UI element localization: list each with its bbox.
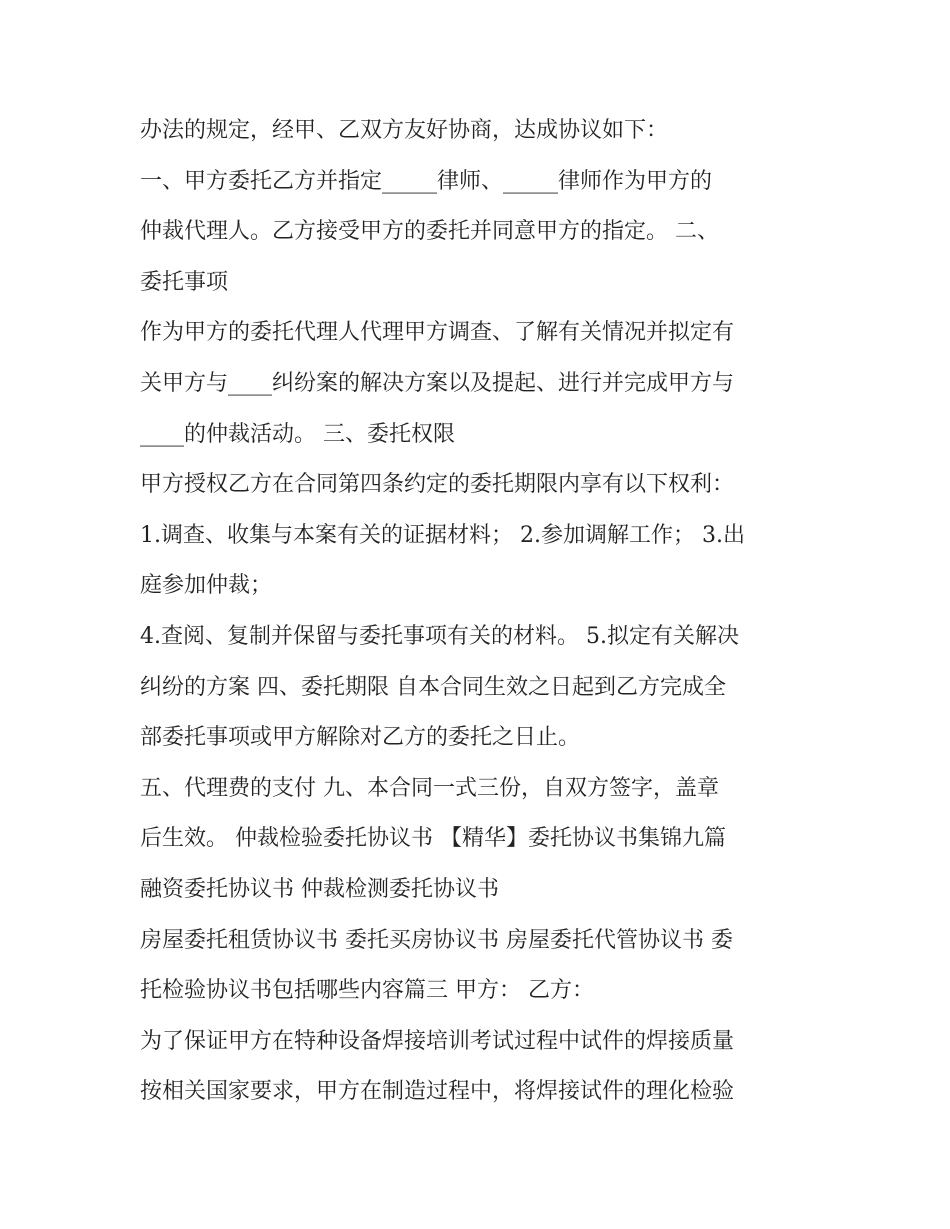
- body-text: [140, 106, 830, 1118]
- text-line-17: 房屋委托租赁协议书 委托买房协议书 房屋委托代管协议书 委: [140, 927, 733, 953]
- text-line-19: 为了保证甲方在特种设备焊接培训考试过程中试件的焊接质量: [140, 1028, 735, 1054]
- text-line-4: 委托事项: [140, 269, 229, 295]
- text-line-14: 五、代理费的支付 九、本合同一式三份，自双方签字，盖章: [140, 775, 719, 801]
- text-line-20: 按相关国家要求，甲方在制造过程中，将焊接试件的理化检验: [140, 1079, 735, 1105]
- text-line-16: 融资委托协议书 仲裁检测委托协议书: [140, 876, 499, 902]
- text-line-2: 一、甲方委托乙方并指定_____律师、_____律师作为甲方的: [140, 168, 713, 194]
- text-line-7: ____的仲裁活动。 三、委托权限: [140, 421, 455, 447]
- text-line-6: 关甲方与____纠纷案的解决方案以及提起、进行并完成甲方与: [140, 370, 735, 396]
- text-line-5: 作为甲方的委托代理人代理甲方调查、了解有关情况并拟定有: [140, 320, 735, 346]
- text-line-13: 部委托事项或甲方解除对乙方的委托之日止。: [140, 725, 581, 751]
- text-line-1: 办法的规定，经甲、乙双方友好协商，达成协议如下：: [140, 118, 669, 143]
- text-line-10: 庭参加仲裁；: [140, 573, 273, 599]
- text-line-12: 纠纷的方案 四、委托期限 自本合同生效之日起到乙方完成全: [140, 674, 726, 700]
- text-line-18: 托检验协议书包括哪些内容篇三 甲方： 乙方：: [140, 978, 594, 1004]
- text-line-8: 甲方授权乙方在合同第四条约定的委托期限内享有以下权利：: [140, 472, 735, 498]
- text-line-11: 4.查阅、复制并保留与委托事项有关的材料。 5.拟定有关解决: [140, 623, 739, 649]
- text-line-3: 仲裁代理人。乙方接受甲方的委托并同意甲方的指定。 二、: [140, 219, 719, 245]
- text-line-9: 1.调查、收集与本案有关的证据材料； 2.参加调解工作； 3.出: [140, 522, 745, 548]
- text-line-15: 后生效。 仲裁检验委托协议书 【精华】委托协议书集锦九篇: [140, 826, 726, 852]
